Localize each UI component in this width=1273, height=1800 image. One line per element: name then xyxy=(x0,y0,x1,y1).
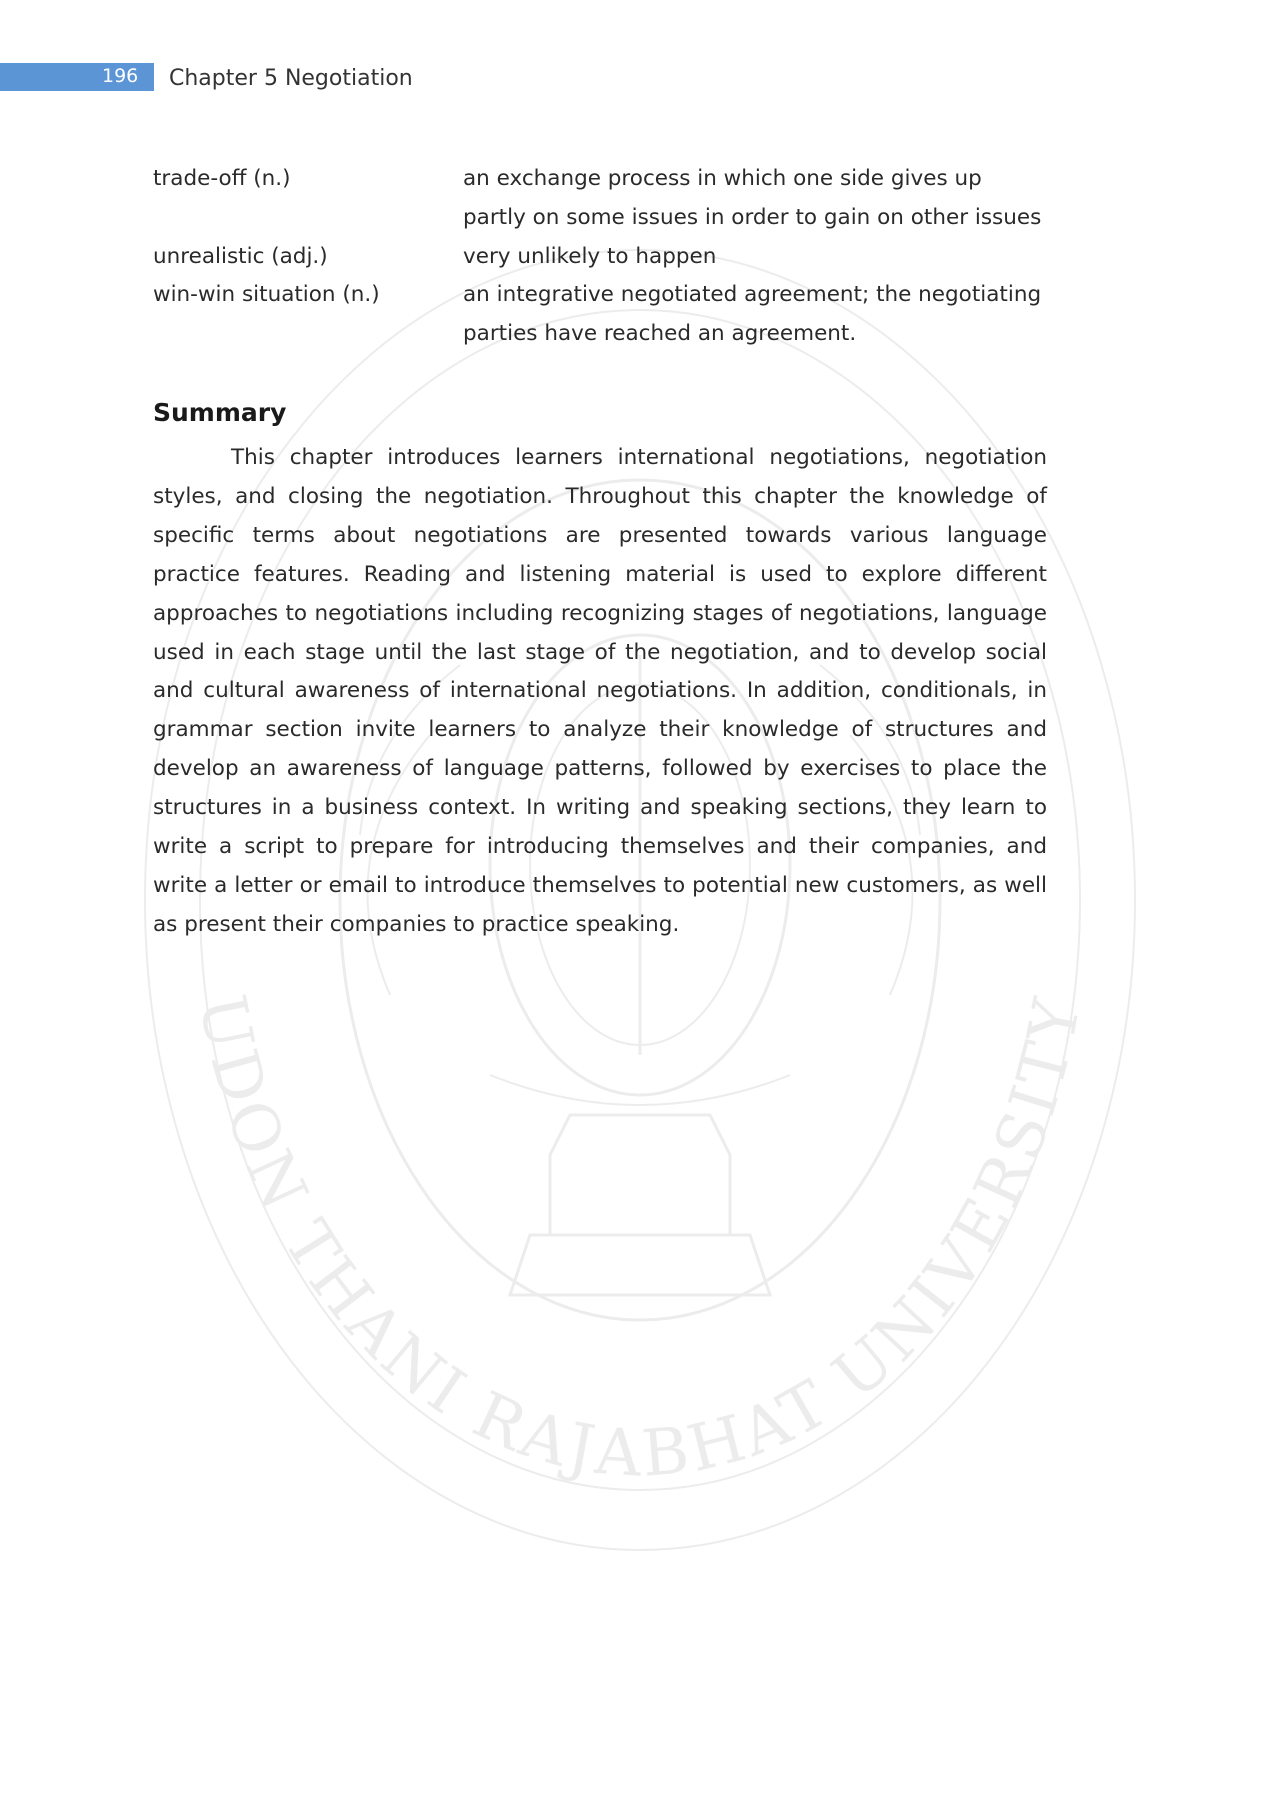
glossary-definition: an integrative negotiated agreement; the negotiating parties have reached an agreement. xyxy=(463,282,1042,347)
glossary-definition: an exchange process in which one side gives up partly on some issues in order to gain on other issues xyxy=(463,166,1042,230)
glossary-entry xyxy=(153,160,1048,238)
page-number: 196 xyxy=(102,65,139,87)
glossary-term: unrealistic (adj.) xyxy=(153,243,328,269)
summary-heading: Summary xyxy=(153,398,287,427)
glossary-term: trade-off (n.) xyxy=(153,166,291,191)
chapter-title: Chapter 5 Negotiation xyxy=(169,66,413,91)
glossary-entry xyxy=(153,238,1048,277)
glossary-definition: very unlikely to happen xyxy=(463,243,717,269)
glossary-entry xyxy=(153,276,1048,354)
summary-paragraph: This chapter introduces learners international negotiations, negotiation styles, and closing the negotiation. Throughout this chapter the knowledge of specific terms about negotiations are presented towards various language practice features. Reading and listening material is used to explore different approaches to negotiations including recognizing stages of negotiations, language used in each stage until the last stage of the negotiation, and to develop social and cultural awareness of international negotiations. In addition, conditionals, in grammar section invite learners to analyze their knowledge of structures and develop an awareness of language patterns, followed by exercises to place the structures in a business context. In writing and speaking sections, they learn to write a script to prepare for introducing themselves and their companies, and write a letter or email to introduce themselves to potential new customers, as well as present their companies to practice speaking. xyxy=(153,445,1047,937)
svg-text:UDON THANI RAJABHAT UNIVERSITY: UDON THANI RAJABHAT UNIVERSITY xyxy=(183,989,1097,1492)
glossary-list xyxy=(153,160,1048,354)
glossary-term: win-win situation (n.) xyxy=(153,282,380,308)
